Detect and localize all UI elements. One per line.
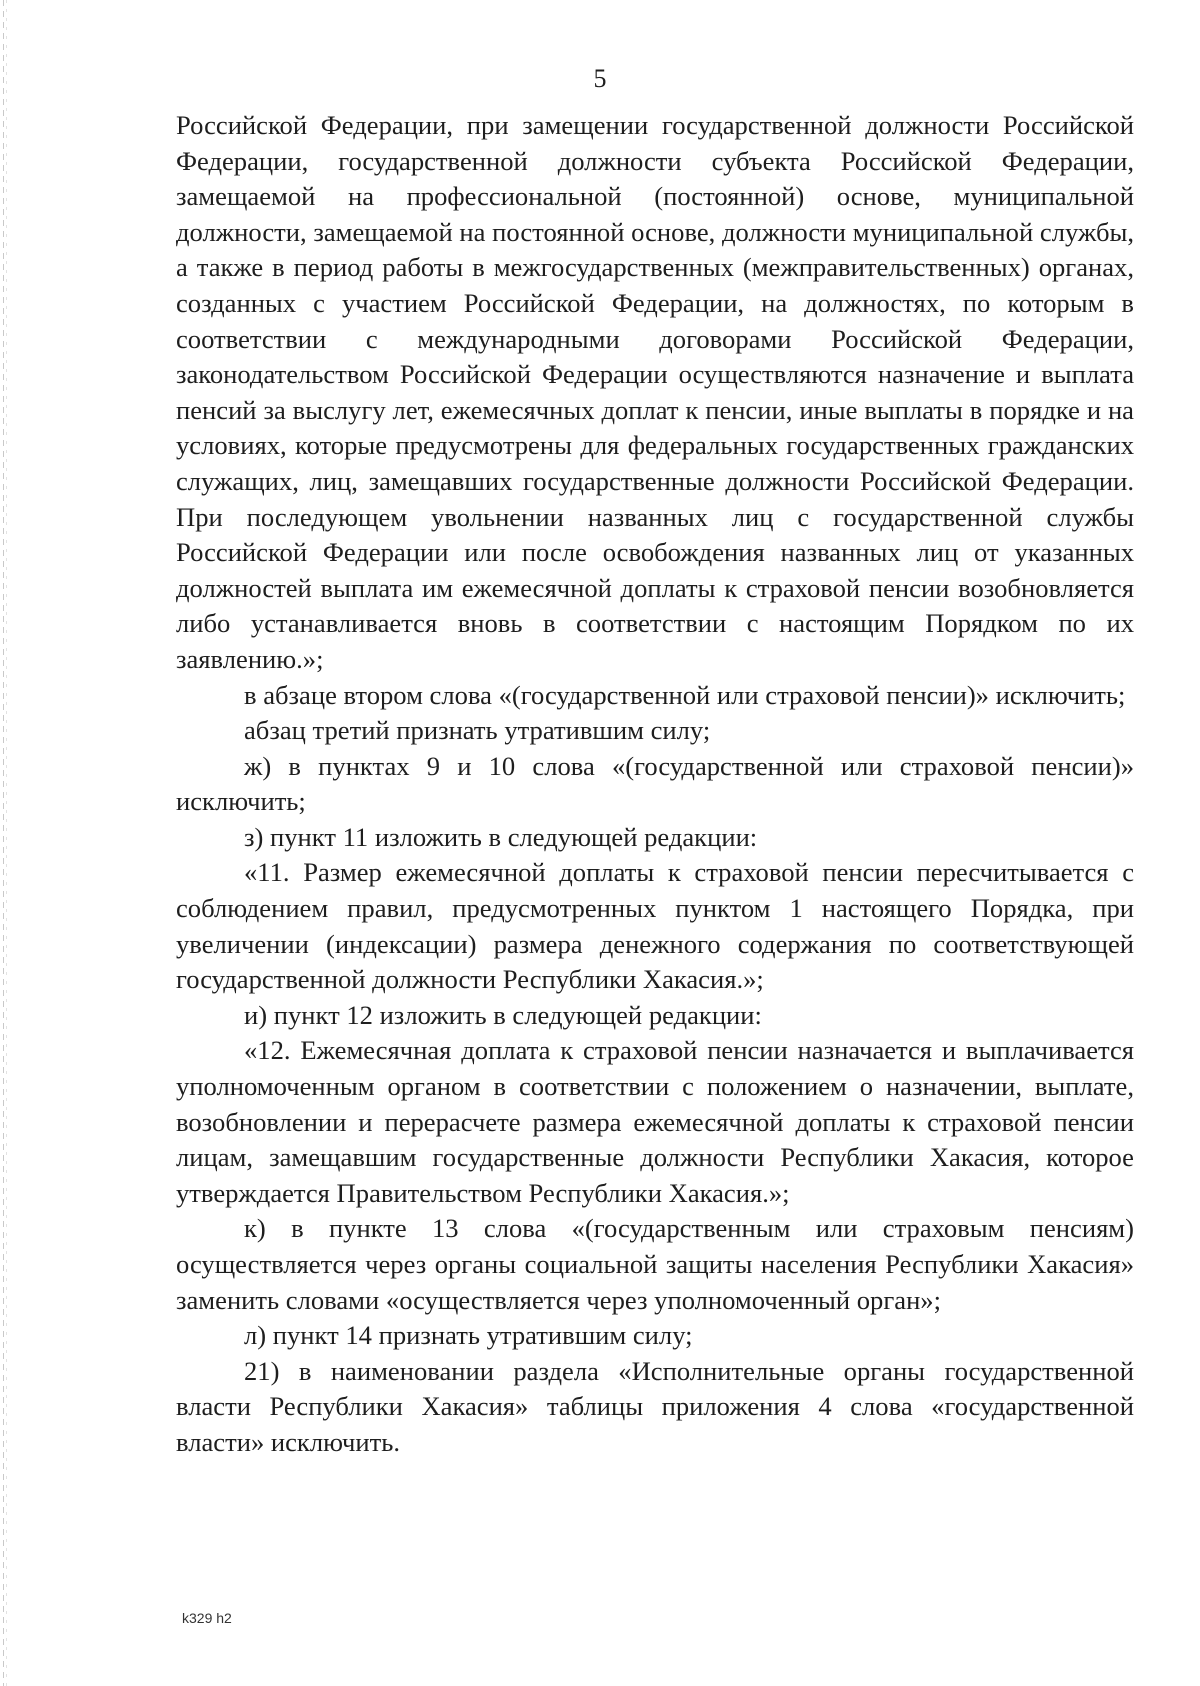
paragraph-amendment: абзац третий признать утратившим силу; [244,715,711,746]
scan-edge-line [3,0,4,1686]
paragraph-amendment: и) пункт 12 изложить в следующей редакции: [244,999,762,1030]
paragraph-amendment: к) в пункте 13 слова «(государственным или страховым пенсиям) осуществляется через органы социальной защиты населения Республики Хакасия» заменить словами «осуществляется через уполномоченный орган»; [176,1213,1134,1315]
paragraph-amendment: ж) в пунктах 9 и 10 слова «(государственной или страховой пенсии)» исключить; [176,750,1134,817]
paragraph-amendment: л) пункт 14 признать утратившим силу; [244,1320,693,1351]
paragraph-amendment: 21) в наименовании раздела «Исполнительные органы государственной власти Республики Хакасия» таблицы приложения 4 слова «государственной власти» исключить. [176,1355,1134,1457]
paragraph-amendment: з) пункт 11 изложить в следующей редакции: [244,821,758,852]
paragraph-continuation: Российской Федерации, при замещении государственной должности Российской Федерации, государственной должности субъекта Российской Федерации, замещаемой на профессиональной (постоянной) основе, муниципальной должности, замещаемой на постоянной основе, должности муниципальной службы, а также в период работы в межгосударственных (межправительственных) органах, созданных с участием Российской Федерации, на должностях, по которым в соответствии с международными договорами Российской Федерации, законодательством Российской Федерации осуществляются назначение и выплата пенсий за выслугу лет, ежемесячных доплат к пенсии, иные выплаты в порядке и на условиях, которые предусмотрены для федеральных государственных гражданских служащих, лиц, замещавших государственные должности Российской Федерации. При последующем увольнении названных лиц с государственной службы Российской Федерации или после освобождения названных лиц от указанных должностей выплата им ежемесячной доплаты к страховой пенсии возобновляется либо устанавливается вновь в соответствии с настоящим Порядком по их заявлению.»; [176,110,1134,674]
paragraph-quoted-clause: «11. Размер ежемесячной доплаты к страховой пенсии пересчитывается с соблюдением правил, предусмотренных пунктом 1 настоящего Порядка, при увеличении (индексации) размера денежного содержания по соответствующей государственной должности Республики Хакасия.»; [176,857,1134,995]
scan-edge-line-secondary [6,0,7,1686]
footer-document-code: k329 h2 [182,1610,232,1626]
page-number: 5 [593,64,607,93]
paragraph-amendment: в абзаце втором слова «(государственной или страховой пенсии)» исключить; [244,679,1126,710]
document-body [176,108,1134,1461]
paragraph-quoted-clause: «12. Ежемесячная доплата к страховой пенсии назначается и выплачивается уполномоченным органом в соответствии с положением о назначении, выплате, возобновлении и перерасчете размера ежемесячной доплаты к страховой пенсии лицам, замещавшим государственные должности Республики Хакасия, которое утверждается Правительством Республики Хакасия.»; [176,1035,1134,1208]
